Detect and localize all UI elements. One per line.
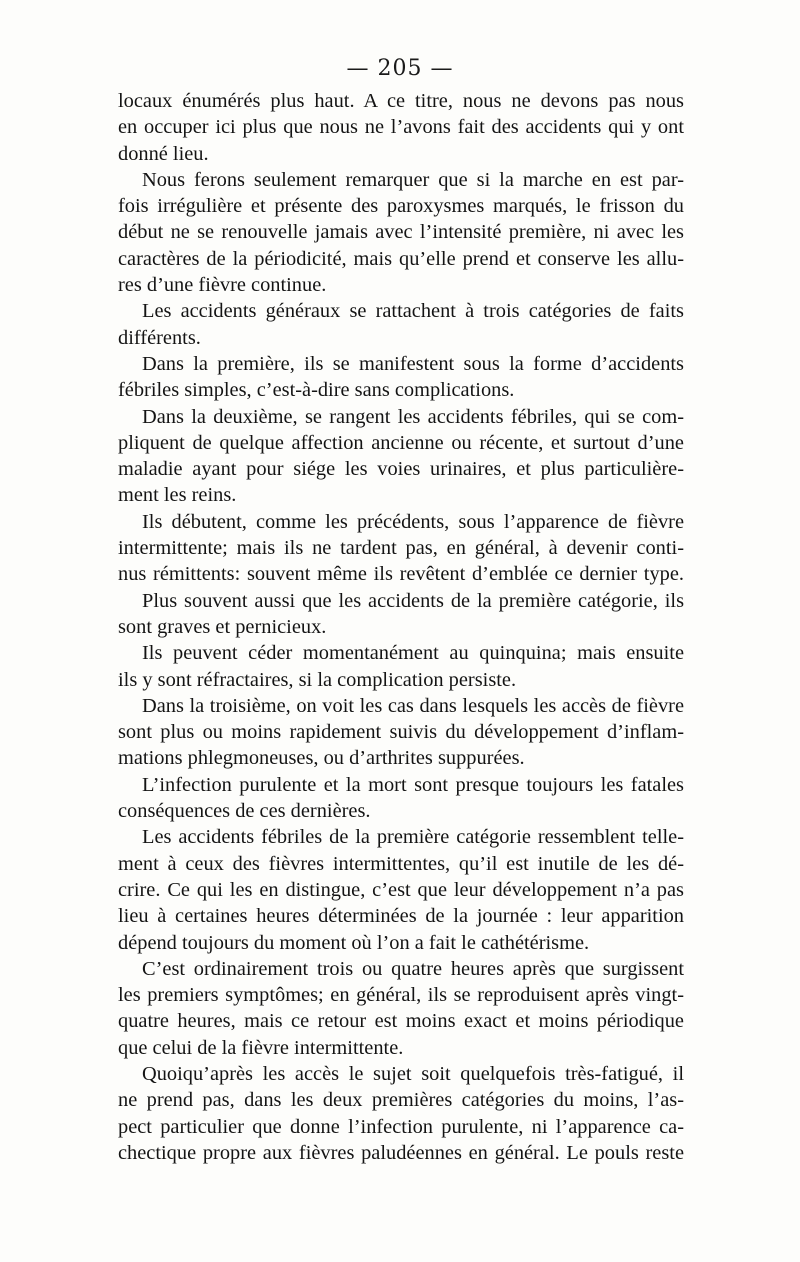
text-line: ne prend pas, dans les deux premières catégories du moins, l’as- [118,1089,684,1112]
text-line: pect particulier que donne l’infection purulente, ni l’apparence ca- [118,1115,684,1138]
text-line: Nous ferons seulement remarquer que si la marche en est par- [142,168,684,191]
text-line: lieu à certaines heures déterminées de la journée : leur apparition [118,905,684,928]
text-line: crire. Ce qui les en distingue, c’est que leur développement n’a pas [118,878,684,901]
text-line: Les accidents généraux se rattachent à trois catégories de faits [142,300,684,323]
text-line: conséquences de ces dernières. [118,800,371,823]
text-line: donné lieu. [118,142,209,165]
text-line: C’est ordinairement trois ou quatre heures après que surgissent [142,957,684,980]
text-line: caractères de la périodicité, mais qu’elle prend et conserve les allu- [118,247,684,270]
text-line: Quoiqu’après les accès le sujet soit quelquefois très-fatigué, il [142,1062,684,1085]
text-line: les premiers symptômes; en général, ils se reproduisent après vingt- [118,984,684,1007]
text-line: ils y sont réfractaires, si la complication persiste. [118,668,517,691]
text-line: Dans la première, ils se manifestent sous la forme d’accidents [142,352,684,375]
text-line: début ne se renouvelle jamais avec l’intensité première, ni avec les [118,221,684,244]
body-text [118,88,684,1166]
text-line: chectique propre aux fièvres paludéennes en général. Le pouls reste [118,1141,684,1164]
text-line: Dans la troisième, on voit les cas dans lesquels les accès de fièvre [142,694,684,717]
text-line: mations phlegmoneuses, ou d’arthrites suppurées. [118,747,525,770]
text-line: quatre heures, mais ce retour est moins exact et moins périodique [118,1010,684,1033]
text-line: ment les reins. [118,484,237,507]
text-line: en occuper ici plus que nous ne l’avons fait des accidents qui y ont [118,116,684,139]
text-line: Plus souvent aussi que les accidents de la première catégorie, ils [142,589,684,612]
text-line: pliquent de quelque affection ancienne ou récente, et surtout d’une [118,431,684,454]
text-line: nus rémittents: souvent même ils revêtent d’emblée ce dernier type. [118,563,684,586]
text-line: que celui de la fièvre intermittente. [118,1036,404,1059]
text-line: maladie ayant pour siége les voies urinaires, et plus particulière- [118,458,684,481]
page-number: — 205 — [346,56,454,81]
text-line: sont plus ou moins rapidement suivis du développement d’inflam- [118,721,684,744]
text-line: Ils peuvent céder momentanément au quinquina; mais ensuite [142,642,684,665]
text-line: intermittente; mais ils ne tardent pas, en général, à devenir conti- [118,537,684,560]
text-line: L’infection purulente et la mort sont presque toujours les fatales [142,773,684,796]
text-line: Ils débutent, comme les précédents, sous l’apparence de fièvre [142,510,684,533]
text-line: différents. [118,326,201,349]
text-line: res d’une fièvre continue. [118,274,327,297]
text-line: Dans la deuxième, se rangent les accidents fébriles, qui se com- [142,405,684,428]
text-line: locaux énumérés plus haut. A ce titre, nous ne devons pas nous [118,90,684,112]
text-line: fois irrégulière et présente des paroxysmes marqués, le frisson du [118,195,684,218]
text-line: fébriles simples, c’est-à-dire sans complications. [118,379,515,402]
text-line: dépend toujours du moment où l’on a fait le cathétérisme. [118,931,590,954]
text-line: Les accidents fébriles de la première catégorie ressemblent telle- [142,826,684,849]
text-line: ment à ceux des fièvres intermittentes, qu’il est inutile de les dé- [118,852,684,875]
text-line: sont graves et pernicieux. [118,615,327,638]
